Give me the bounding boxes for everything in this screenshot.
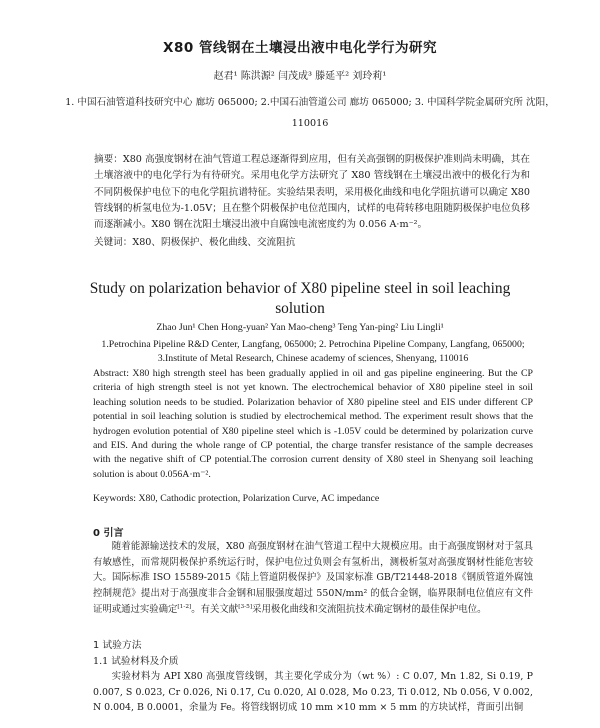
abstract-en: Abstract: X80 high strength steel has been gradually applied in oil and gas pipeline engineering. But the CP criteria of high strength steel is not yet known. The electrochemical behavior of X80 pipeline steel in soil leaching solution needs to be studied. Polarization behavior of X80 pipeline steel and EIS under different CP potential in soil leaching solution is studied by electrochemical method. The experiment result shows that the hydrogen evolution potential of X80 pipeline steel which is -1.05V could be determined by polarization curve and EIS. And during the whole range of CP potential, the charge transfer resistance of the sample decreases with the negative shift of CP potential.The corrosion current density of X80 steel in Shenyang soil leaching solution is about 0.056A·m⁻². [93,368,533,480]
citation-3-5: [3-5] [238,603,253,610]
abstract-cn: 摘要：X80 高强度钢材在油气管道工程总逐渐得到应用，但有关高强钢的阴极保护准则尚未明确，其在土壤溶液中的电化学行为有待研究。采用电化学方法研究了 X80 管线钢在土壤浸出液中的极化行为和不同阴极保护电位下的电化学阻抗谱特征。实验结果表明，采用极化曲线和电化学阻抗谱可以确定 X80 管线钢的析氢电位为-1.05V；且在整个阴极保护电位范围内，试样的电荷转移电阻随阴极保护电位负移而逐渐减小。X80 钢在沈阳土壤浸出液中自腐蚀电流密度约为 0.056 A·m⁻²。 [94,154,530,231]
affiliation-cn: 1. 中国石油管道科技研究中心 廊坊 065000; 2.中国石油管道公司 廊坊 065000; 3. 中国科学院金属研究所 沈阳，110016 [65,97,555,129]
intro-text-3: 采用极化曲线和交流阻抗技术确定钢材的最佳保护电位。 [252,603,487,615]
authors-cn: 赵君¹ 陈洪源² 闫茂成³ 滕延平² 刘玲莉¹ [213,71,387,82]
section-heading-methods: 1 试验方法 [93,640,142,651]
affiliation-en: 1.Petrochina Pipeline R&D Center, Langfang, 065000; 2. Petrochina Pipeline Company, Langfang, 065000; 3.Institute of Metal Research, Chinese academy of sciences, Shenyang, 110016 [101,339,525,364]
paper-title-en: Study on polarization behavior of X80 pipeline steel in soil leaching solution [89,280,511,317]
section-heading-introduction: 0 引言 [93,528,124,539]
intro-text-2: 。有关文献 [191,603,239,615]
paper-title-cn: X80 管线钢在土壤浸出液中电化学行为研究 [163,40,437,56]
keywords-en: Keywords: X80, Cathodic protection, Polarization Curve, AC impedance [93,493,380,504]
keywords-cn: 关键词：X80、阴极保护、极化曲线、交流阻抗 [94,237,296,248]
materials-paragraph: 实验材料为 API X80 高强度管线钢，其主要化学成分为（wt %）: C 0.07, Mn 1.82, Si 0.19, P 0.007, S 0.023, Cr 0.026, Ni 0.17, Cu 0.020, Al 0.028, Mo 0.23, Ti 0.012, Nb 0.056, V 0.002, N 0.004, B 0.0001，余量为 Fe。将管线钢切成 10 mm ×10 mm × 5 mm 的方块试样，背面引出铜 [93,671,533,714]
intro-text-1: 随着能源输送技术的发展，X80 高强度钢材在油气管道工程中大规模应用。由于高强度钢材对于氢具有敏感性，而常规阴极保护系统运行时，保护电位过负则会有氢析出，测极析氢对高强度钢材性能危害较大。国际标准 ISO 15589-2015《陆上管道阴极保护》及国家标准 GB/T21448-2018《钢质管道外腐蚀控制规范》提出对于高强度非合金钢和屈服强度超过 550N/mm² 的低合金钢，临界限制电位值应有文件证明或通过实验确定 [93,541,533,615]
citation-1-2: [1-2] [177,603,192,610]
subsection-heading-materials: 1.1 试验材料及介质 [93,656,179,667]
authors-en: Zhao Jun¹ Chen Hong-yuan² Yan Mao-cheng³ Teng Yan-ping² Liu Lingli¹ [156,322,444,333]
introduction-paragraph [93,539,533,618]
